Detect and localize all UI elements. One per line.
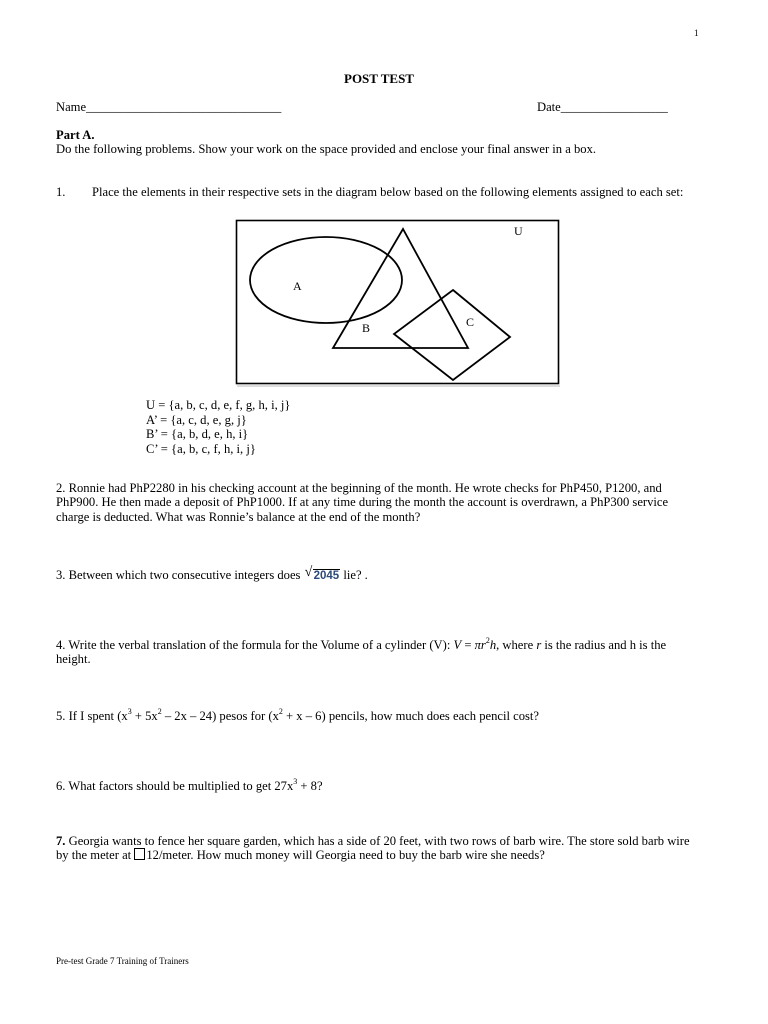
label-a: A — [293, 279, 302, 293]
set-definitions — [146, 398, 290, 456]
question-5-part-1: 5. If I spent (x — [56, 709, 128, 723]
set-a-ellipse — [250, 237, 402, 323]
question-3 — [56, 565, 696, 583]
formula-exponent: 2 — [485, 635, 490, 645]
set-a-complement-definition: A’ = {a, c, d, e, g, j} — [146, 412, 247, 427]
question-4-text-middle: , where — [496, 638, 537, 652]
question-7-part-1: Georgia wants to fence her square garden, which has a side of 20 feet, with two rows of barb wire. The store sold barb wire by the meter at — [56, 834, 690, 863]
variable-r: r — [536, 638, 542, 652]
venn-diagram — [230, 214, 570, 394]
question-1-number: 1. — [56, 185, 66, 199]
question-5-part-3: – 2x – 24) pesos for (x — [161, 709, 279, 723]
set-c-complement-definition: C’ = {a, b, c, f, h, i, j} — [146, 441, 256, 456]
universal-set-rectangle — [237, 221, 559, 384]
exponent: 2 — [157, 706, 162, 716]
formula-h: h — [489, 638, 497, 652]
question-3-text-before: 3. Between which two consecutive integers does — [56, 568, 304, 582]
question-7-part-2: 12/meter. How much money will Georgia need to buy the barb wire she needs? — [146, 848, 545, 863]
square-root-sign: √ — [304, 565, 313, 580]
page-footer: Pre-test Grade 7 Training of Trainers — [56, 956, 189, 966]
question-4 — [56, 635, 696, 667]
question-1-text: Place the elements in their respective sets in the diagram below based on the following elements assigned to each set: — [92, 185, 684, 199]
set-b-complement-definition: B’ = {a, b, d, e, h, i} — [146, 427, 249, 442]
currency-placeholder-icon — [134, 848, 145, 860]
page-title: POST TEST — [344, 71, 414, 86]
question-5 — [56, 706, 696, 723]
question-6-part-2: + 8? — [297, 779, 323, 793]
part-heading: Part A. — [56, 128, 95, 142]
date-field-label: Date_________________ — [537, 100, 668, 114]
question-6 — [56, 776, 696, 793]
question-2-text: 2. Ronnie had PhP2280 in his checking account at the beginning of the month. He wrote checks for PhP450, P1200, and PhP900. He then made a deposit of PhP1000. If at any time during the month the account is overdrawn, a PhP300 service charge is deducted. What was Ronnie’s balance at the end of the month? — [56, 481, 669, 524]
label-u: U — [514, 224, 523, 238]
radicand: 2045 — [313, 570, 340, 582]
part-instructions: Do the following problems. Show your work on the space provided and enclose your final answer in a box. — [56, 142, 597, 156]
question-5-part-4: + x – 6) pencils, how much does each pencil cost? — [282, 709, 539, 723]
question-5-part-2: + 5x — [131, 709, 158, 723]
exponent: 2 — [278, 706, 283, 716]
exponent: 3 — [127, 706, 132, 716]
formula-equals: = — [461, 638, 475, 652]
set-c-square — [394, 290, 510, 380]
label-c: C — [466, 315, 475, 329]
name-field-label: Name_______________________________ — [56, 100, 282, 114]
set-u-definition: U = {a, b, c, d, e, f, g, h, i, j} — [146, 398, 291, 412]
square-root-expression — [304, 565, 341, 583]
question-6-part-1: 6. What factors should be multiplied to get 27x — [56, 779, 294, 793]
question-4-text-after: is the radius and h is the height. — [56, 638, 667, 667]
question-7-number: 7. — [56, 834, 66, 848]
page-number: 1 — [694, 28, 699, 38]
question-4-text-before: 4. Write the verbal translation of the formula for the Volume of a cylinder (V): — [56, 638, 454, 652]
label-b: B — [362, 321, 371, 335]
question-3-text-after: lie? . — [340, 568, 368, 582]
exponent: 3 — [293, 776, 298, 786]
question-7 — [56, 834, 696, 863]
formula-pi-r: πr — [474, 638, 486, 652]
formula-v: V — [453, 638, 462, 652]
